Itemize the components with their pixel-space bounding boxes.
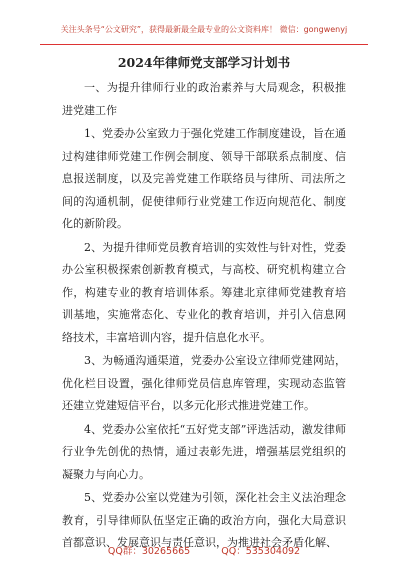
footer-qq-group: QQ群：30265665 (107, 546, 191, 557)
document-title: 2024年律师党支部学习计划书 (117, 55, 291, 70)
paragraph-4: 4、党委办公室依托“五好党支部”评选活动，激发律师行业争先创优的热情，通过表彰先进，增强基层党组织的凝聚力与向心力。 (62, 422, 346, 481)
paragraph-5: 5、党委办公室以党建为引领，深化社会主义法治理念教育，引导律师队伍坚定正确的政治方向，强化大局意识首都意识、发展意识与责任意识，为推进社会矛盾化解、 (62, 491, 346, 549)
paragraph-3: 3、为畅通沟通渠道，党委办公室设立律师党建网站，优化栏目设置，强化律师党员信息库管理，实现动态监管还建立党建短信平台，以多元化形式推进党建工作。 (62, 354, 346, 412)
header-divider (40, 44, 368, 45)
section-heading: 一、为提升律师行业的政治素养与大局观念，积极推进党建工作 (62, 81, 346, 117)
header-promo-note: 关注头条号“公文研究”，获得最新最全最专业的公文资料库！ 微信：gongwenyj (60, 25, 348, 34)
footer-qq: QQ：535304092 (221, 546, 301, 557)
paragraph-1: 1、党委办公室致力于强化党建工作制度建设，旨在通过构建律师党建工作例会制度、领导干部联系点制度、信息报送制度，以及完善党建工作联络员与律所、司法所之间的沟通机制，促使律师行业党建工作迈向规范化、制度化的新阶段。 (62, 127, 346, 230)
document-body (62, 77, 346, 555)
footer-contact (0, 543, 408, 557)
paragraph-2: 2、为提升律师党员教育培训的实效性与针对性，党委办公室积极探索创新教育模式，与高校、研究机构建立合作，构建专业的教育培训体系。筹建北京律师党建教育培训基地，实施常态化、专业化的教育培训，并引入信息网络技术，丰富培训内容，提升信息化水平。 (62, 240, 346, 344)
